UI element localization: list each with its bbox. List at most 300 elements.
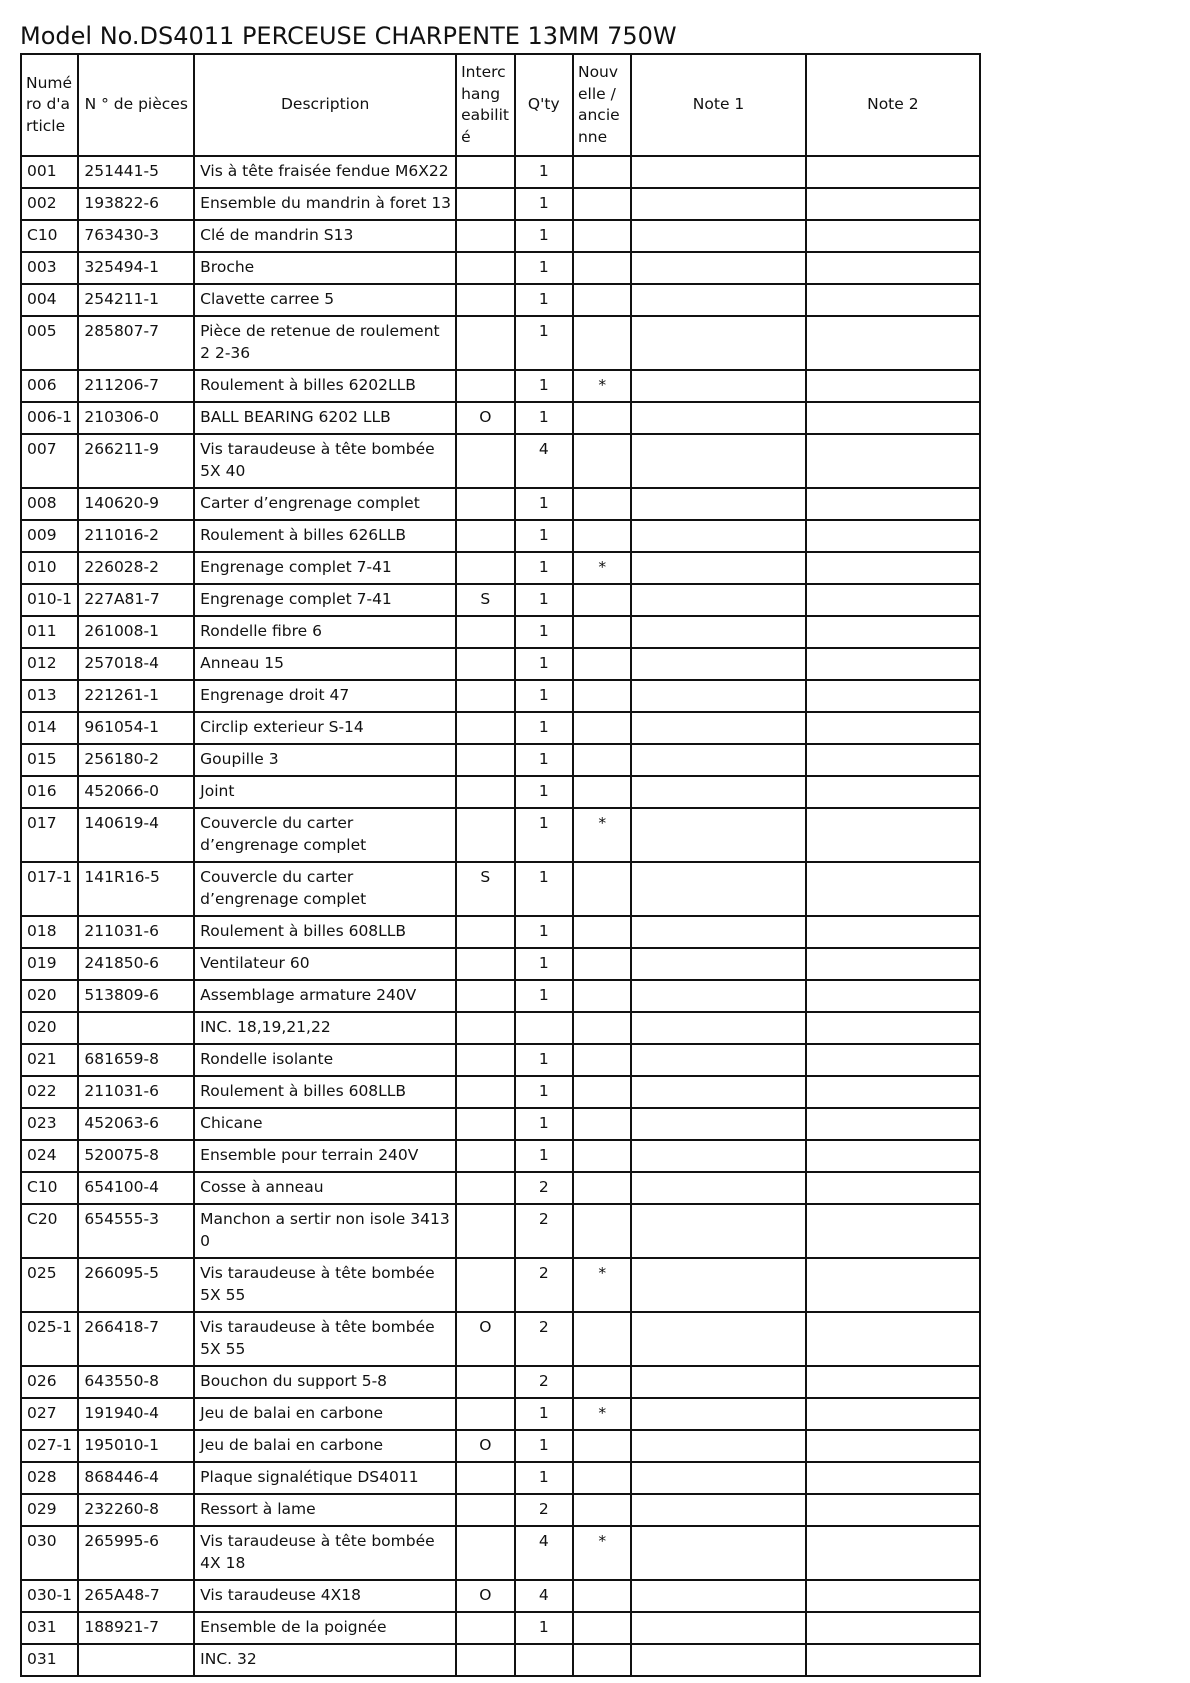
cell-item-number: C10 bbox=[21, 220, 78, 252]
cell-quantity: 1 bbox=[515, 316, 573, 370]
cell-interchangeability bbox=[456, 1366, 514, 1398]
cell-note-1 bbox=[631, 1462, 805, 1494]
cell-item-number: 006-1 bbox=[21, 402, 78, 434]
cell-note-2 bbox=[806, 584, 980, 616]
cell-description: Ensemble pour terrain 240V bbox=[194, 1140, 456, 1172]
cell-description: Engrenage complet 7-41 bbox=[194, 584, 456, 616]
cell-note-1 bbox=[631, 188, 805, 220]
cell-note-1 bbox=[631, 648, 805, 680]
cell-note-2 bbox=[806, 980, 980, 1012]
cell-new-old bbox=[573, 188, 631, 220]
cell-item-number: 021 bbox=[21, 1044, 78, 1076]
cell-item-number: 012 bbox=[21, 648, 78, 680]
cell-item-number: 026 bbox=[21, 1366, 78, 1398]
cell-part-number: 257018-4 bbox=[78, 648, 194, 680]
table-row bbox=[21, 1398, 980, 1430]
table-row bbox=[21, 1366, 980, 1398]
table-row bbox=[21, 1526, 980, 1580]
cell-part-number: 452063-6 bbox=[78, 1108, 194, 1140]
cell-description: Ensemble du mandrin à foret 13 bbox=[194, 188, 456, 220]
table-row bbox=[21, 980, 980, 1012]
cell-note-1 bbox=[631, 916, 805, 948]
cell-interchangeability bbox=[456, 1204, 514, 1258]
table-row bbox=[21, 616, 980, 648]
table-row bbox=[21, 712, 980, 744]
table-row bbox=[21, 1258, 980, 1312]
table-row bbox=[21, 1140, 980, 1172]
cell-item-number: 017 bbox=[21, 808, 78, 862]
cell-note-1 bbox=[631, 1644, 805, 1676]
cell-note-2 bbox=[806, 1366, 980, 1398]
cell-part-number: 254211-1 bbox=[78, 284, 194, 316]
cell-part-number: 221261-1 bbox=[78, 680, 194, 712]
cell-description: Pièce de retenue de roulement 2 2-36 bbox=[194, 316, 456, 370]
cell-item-number: 008 bbox=[21, 488, 78, 520]
cell-new-old bbox=[573, 862, 631, 916]
table-row bbox=[21, 156, 980, 188]
cell-note-1 bbox=[631, 1494, 805, 1526]
cell-quantity bbox=[515, 1012, 573, 1044]
cell-description: Roulement à billes 608LLB bbox=[194, 916, 456, 948]
cell-new-old bbox=[573, 1140, 631, 1172]
table-row bbox=[21, 488, 980, 520]
cell-new-old bbox=[573, 776, 631, 808]
cell-description: Ressort à lame bbox=[194, 1494, 456, 1526]
cell-interchangeability: O bbox=[456, 1580, 514, 1612]
cell-item-number: C20 bbox=[21, 1204, 78, 1258]
cell-part-number: 140620-9 bbox=[78, 488, 194, 520]
cell-note-1 bbox=[631, 1044, 805, 1076]
cell-new-old bbox=[573, 434, 631, 488]
cell-note-2 bbox=[806, 648, 980, 680]
cell-description: Circlip exterieur S-14 bbox=[194, 712, 456, 744]
table-row bbox=[21, 1312, 980, 1366]
cell-quantity: 1 bbox=[515, 648, 573, 680]
cell-interchangeability bbox=[456, 1258, 514, 1312]
cell-item-number: 029 bbox=[21, 1494, 78, 1526]
cell-note-1 bbox=[631, 1398, 805, 1430]
cell-note-1 bbox=[631, 584, 805, 616]
cell-description: Clavette carree 5 bbox=[194, 284, 456, 316]
table-row bbox=[21, 220, 980, 252]
cell-note-2 bbox=[806, 1140, 980, 1172]
table-row bbox=[21, 584, 980, 616]
header-new-old: Nouv elle / ancie nne bbox=[573, 54, 631, 156]
cell-item-number: 031 bbox=[21, 1644, 78, 1676]
cell-item-number: 010-1 bbox=[21, 584, 78, 616]
cell-note-1 bbox=[631, 156, 805, 188]
cell-part-number: 266418-7 bbox=[78, 1312, 194, 1366]
cell-interchangeability bbox=[456, 1140, 514, 1172]
table-row bbox=[21, 1012, 980, 1044]
cell-new-old: * bbox=[573, 552, 631, 584]
cell-interchangeability bbox=[456, 1044, 514, 1076]
cell-note-1 bbox=[631, 1526, 805, 1580]
cell-note-1 bbox=[631, 284, 805, 316]
cell-quantity: 2 bbox=[515, 1258, 573, 1312]
cell-note-2 bbox=[806, 680, 980, 712]
cell-part-number: 266211-9 bbox=[78, 434, 194, 488]
cell-quantity: 1 bbox=[515, 776, 573, 808]
table-row bbox=[21, 1644, 980, 1676]
cell-new-old bbox=[573, 744, 631, 776]
cell-description: INC. 32 bbox=[194, 1644, 456, 1676]
cell-note-2 bbox=[806, 616, 980, 648]
cell-part-number: 961054-1 bbox=[78, 712, 194, 744]
cell-quantity: 1 bbox=[515, 980, 573, 1012]
header-note-2: Note 2 bbox=[806, 54, 980, 156]
cell-note-1 bbox=[631, 1204, 805, 1258]
cell-item-number: 001 bbox=[21, 156, 78, 188]
cell-note-1 bbox=[631, 1366, 805, 1398]
cell-quantity: 1 bbox=[515, 402, 573, 434]
cell-note-2 bbox=[806, 1494, 980, 1526]
cell-description: Anneau 15 bbox=[194, 648, 456, 680]
cell-part-number: 285807-7 bbox=[78, 316, 194, 370]
cell-interchangeability bbox=[456, 1172, 514, 1204]
table-row bbox=[21, 1076, 980, 1108]
cell-part-number: 325494-1 bbox=[78, 252, 194, 284]
cell-quantity: 1 bbox=[515, 1462, 573, 1494]
table-row bbox=[21, 744, 980, 776]
table-row bbox=[21, 188, 980, 220]
cell-note-2 bbox=[806, 284, 980, 316]
cell-new-old bbox=[573, 1044, 631, 1076]
cell-description: Roulement à billes 6202LLB bbox=[194, 370, 456, 402]
cell-part-number: 140619-4 bbox=[78, 808, 194, 862]
cell-part-number: 513809-6 bbox=[78, 980, 194, 1012]
cell-new-old bbox=[573, 980, 631, 1012]
cell-note-1 bbox=[631, 862, 805, 916]
cell-item-number: 022 bbox=[21, 1076, 78, 1108]
cell-item-number: 025 bbox=[21, 1258, 78, 1312]
cell-note-2 bbox=[806, 1644, 980, 1676]
cell-note-1 bbox=[631, 402, 805, 434]
cell-quantity bbox=[515, 1644, 573, 1676]
cell-interchangeability bbox=[456, 156, 514, 188]
table-row bbox=[21, 916, 980, 948]
cell-description: Plaque signalétique DS4011 bbox=[194, 1462, 456, 1494]
cell-description: Carter d’engrenage complet bbox=[194, 488, 456, 520]
cell-new-old bbox=[573, 402, 631, 434]
cell-note-2 bbox=[806, 220, 980, 252]
cell-quantity: 4 bbox=[515, 434, 573, 488]
cell-description: Cosse à anneau bbox=[194, 1172, 456, 1204]
cell-part-number: 227A81-7 bbox=[78, 584, 194, 616]
cell-new-old bbox=[573, 948, 631, 980]
table-row bbox=[21, 862, 980, 916]
cell-new-old: * bbox=[573, 1526, 631, 1580]
cell-part-number: 643550-8 bbox=[78, 1366, 194, 1398]
cell-item-number: 028 bbox=[21, 1462, 78, 1494]
cell-part-number: 868446-4 bbox=[78, 1462, 194, 1494]
cell-quantity: 1 bbox=[515, 616, 573, 648]
cell-interchangeability: O bbox=[456, 1430, 514, 1462]
cell-description: BALL BEARING 6202 LLB bbox=[194, 402, 456, 434]
cell-quantity: 1 bbox=[515, 1612, 573, 1644]
cell-interchangeability: O bbox=[456, 402, 514, 434]
cell-part-number: 256180-2 bbox=[78, 744, 194, 776]
cell-note-1 bbox=[631, 1076, 805, 1108]
cell-description: Goupille 3 bbox=[194, 744, 456, 776]
cell-note-1 bbox=[631, 948, 805, 980]
cell-note-1 bbox=[631, 1108, 805, 1140]
cell-new-old: * bbox=[573, 370, 631, 402]
header-description: Description bbox=[194, 54, 456, 156]
cell-interchangeability bbox=[456, 488, 514, 520]
cell-quantity: 1 bbox=[515, 712, 573, 744]
cell-interchangeability bbox=[456, 616, 514, 648]
cell-item-number: 016 bbox=[21, 776, 78, 808]
cell-item-number: 018 bbox=[21, 916, 78, 948]
cell-part-number: 654100-4 bbox=[78, 1172, 194, 1204]
cell-part-number: 763430-3 bbox=[78, 220, 194, 252]
page-title: Model No.DS4011 PERCEUSE CHARPENTE 13MM 750W bbox=[20, 22, 677, 50]
cell-quantity: 1 bbox=[515, 188, 573, 220]
table-row bbox=[21, 1204, 980, 1258]
cell-description: Couvercle du carter d’engrenage complet bbox=[194, 808, 456, 862]
cell-description: Vis taraudeuse à tête bombée 5X 40 bbox=[194, 434, 456, 488]
table-row bbox=[21, 808, 980, 862]
cell-part-number: 211031-6 bbox=[78, 1076, 194, 1108]
cell-part-number: 211206-7 bbox=[78, 370, 194, 402]
cell-new-old: * bbox=[573, 808, 631, 862]
cell-part-number: 191940-4 bbox=[78, 1398, 194, 1430]
cell-description: INC. 18,19,21,22 bbox=[194, 1012, 456, 1044]
cell-description: Couvercle du carter d’engrenage complet bbox=[194, 862, 456, 916]
cell-part-number: 241850-6 bbox=[78, 948, 194, 980]
cell-item-number: 019 bbox=[21, 948, 78, 980]
cell-note-1 bbox=[631, 552, 805, 584]
cell-item-number: 027 bbox=[21, 1398, 78, 1430]
cell-item-number: 020 bbox=[21, 980, 78, 1012]
cell-note-2 bbox=[806, 916, 980, 948]
cell-note-1 bbox=[631, 370, 805, 402]
cell-interchangeability bbox=[456, 520, 514, 552]
cell-description: Vis taraudeuse à tête bombée 5X 55 bbox=[194, 1312, 456, 1366]
table-header-row bbox=[21, 54, 980, 156]
cell-item-number: 002 bbox=[21, 188, 78, 220]
table-row bbox=[21, 434, 980, 488]
cell-new-old bbox=[573, 1366, 631, 1398]
cell-interchangeability: S bbox=[456, 584, 514, 616]
cell-quantity: 1 bbox=[515, 808, 573, 862]
cell-note-2 bbox=[806, 1612, 980, 1644]
cell-new-old bbox=[573, 316, 631, 370]
cell-quantity: 1 bbox=[515, 370, 573, 402]
cell-item-number: 003 bbox=[21, 252, 78, 284]
cell-description: Roulement à billes 608LLB bbox=[194, 1076, 456, 1108]
cell-part-number: 226028-2 bbox=[78, 552, 194, 584]
table-row bbox=[21, 1044, 980, 1076]
cell-interchangeability bbox=[456, 744, 514, 776]
table-row bbox=[21, 370, 980, 402]
cell-note-1 bbox=[631, 680, 805, 712]
cell-quantity: 1 bbox=[515, 552, 573, 584]
cell-description: Jeu de balai en carbone bbox=[194, 1430, 456, 1462]
cell-item-number: C10 bbox=[21, 1172, 78, 1204]
cell-part-number: 681659-8 bbox=[78, 1044, 194, 1076]
cell-item-number: 023 bbox=[21, 1108, 78, 1140]
cell-quantity: 1 bbox=[515, 1044, 573, 1076]
cell-quantity: 1 bbox=[515, 948, 573, 980]
cell-new-old bbox=[573, 1076, 631, 1108]
cell-part-number: 188921-7 bbox=[78, 1612, 194, 1644]
cell-note-1 bbox=[631, 1012, 805, 1044]
cell-new-old bbox=[573, 156, 631, 188]
cell-item-number: 005 bbox=[21, 316, 78, 370]
cell-quantity: 1 bbox=[515, 1108, 573, 1140]
table-row bbox=[21, 1172, 980, 1204]
cell-interchangeability bbox=[456, 1644, 514, 1676]
cell-note-2 bbox=[806, 712, 980, 744]
cell-note-2 bbox=[806, 488, 980, 520]
cell-description: Jeu de balai en carbone bbox=[194, 1398, 456, 1430]
cell-item-number: 009 bbox=[21, 520, 78, 552]
cell-quantity: 1 bbox=[515, 220, 573, 252]
cell-new-old bbox=[573, 1172, 631, 1204]
cell-note-1 bbox=[631, 712, 805, 744]
cell-note-1 bbox=[631, 1612, 805, 1644]
cell-note-2 bbox=[806, 1312, 980, 1366]
cell-note-1 bbox=[631, 316, 805, 370]
cell-new-old bbox=[573, 252, 631, 284]
table-row bbox=[21, 1108, 980, 1140]
cell-quantity: 1 bbox=[515, 1076, 573, 1108]
parts-table bbox=[20, 53, 981, 1677]
cell-interchangeability bbox=[456, 316, 514, 370]
cell-quantity: 2 bbox=[515, 1366, 573, 1398]
cell-description: Bouchon du support 5-8 bbox=[194, 1366, 456, 1398]
cell-interchangeability bbox=[456, 552, 514, 584]
cell-note-1 bbox=[631, 220, 805, 252]
cell-part-number bbox=[78, 1012, 194, 1044]
cell-new-old bbox=[573, 1494, 631, 1526]
cell-item-number: 025-1 bbox=[21, 1312, 78, 1366]
cell-part-number: 211031-6 bbox=[78, 916, 194, 948]
table-row bbox=[21, 402, 980, 434]
cell-part-number bbox=[78, 1644, 194, 1676]
cell-note-1 bbox=[631, 1430, 805, 1462]
cell-note-2 bbox=[806, 520, 980, 552]
cell-quantity: 2 bbox=[515, 1494, 573, 1526]
cell-quantity: 1 bbox=[515, 156, 573, 188]
cell-new-old bbox=[573, 1204, 631, 1258]
cell-part-number: 211016-2 bbox=[78, 520, 194, 552]
cell-part-number: 266095-5 bbox=[78, 1258, 194, 1312]
cell-part-number: 210306-0 bbox=[78, 402, 194, 434]
cell-part-number: 265A48-7 bbox=[78, 1580, 194, 1612]
cell-interchangeability bbox=[456, 1012, 514, 1044]
cell-quantity: 1 bbox=[515, 862, 573, 916]
cell-new-old bbox=[573, 712, 631, 744]
cell-quantity: 2 bbox=[515, 1312, 573, 1366]
header-note-1: Note 1 bbox=[631, 54, 805, 156]
header-quantity: Q'ty bbox=[515, 54, 573, 156]
cell-note-2 bbox=[806, 862, 980, 916]
cell-item-number: 031 bbox=[21, 1612, 78, 1644]
cell-new-old bbox=[573, 220, 631, 252]
cell-note-1 bbox=[631, 488, 805, 520]
cell-note-1 bbox=[631, 1312, 805, 1366]
table-row bbox=[21, 948, 980, 980]
table-row bbox=[21, 1580, 980, 1612]
table-row bbox=[21, 284, 980, 316]
cell-description: Vis taraudeuse à tête bombée 4X 18 bbox=[194, 1526, 456, 1580]
cell-item-number: 030 bbox=[21, 1526, 78, 1580]
table-row bbox=[21, 776, 980, 808]
cell-interchangeability bbox=[456, 1076, 514, 1108]
cell-note-2 bbox=[806, 252, 980, 284]
cell-quantity: 2 bbox=[515, 1204, 573, 1258]
cell-item-number: 030-1 bbox=[21, 1580, 78, 1612]
cell-new-old: * bbox=[573, 1258, 631, 1312]
cell-note-2 bbox=[806, 1204, 980, 1258]
cell-interchangeability: S bbox=[456, 862, 514, 916]
cell-note-1 bbox=[631, 616, 805, 648]
cell-new-old bbox=[573, 680, 631, 712]
cell-interchangeability bbox=[456, 980, 514, 1012]
cell-interchangeability bbox=[456, 776, 514, 808]
cell-interchangeability bbox=[456, 188, 514, 220]
header-item-number: Numé ro d'a rticle bbox=[21, 54, 78, 156]
cell-note-2 bbox=[806, 1076, 980, 1108]
cell-note-1 bbox=[631, 1172, 805, 1204]
cell-part-number: 265995-6 bbox=[78, 1526, 194, 1580]
table-row bbox=[21, 648, 980, 680]
cell-note-2 bbox=[806, 1172, 980, 1204]
cell-note-1 bbox=[631, 808, 805, 862]
cell-quantity: 4 bbox=[515, 1526, 573, 1580]
cell-description: Clé de mandrin S13 bbox=[194, 220, 456, 252]
cell-new-old bbox=[573, 1462, 631, 1494]
table-row bbox=[21, 1494, 980, 1526]
cell-quantity: 1 bbox=[515, 252, 573, 284]
cell-description: Vis taraudeuse à tête bombée 5X 55 bbox=[194, 1258, 456, 1312]
cell-part-number: 141R16-5 bbox=[78, 862, 194, 916]
cell-interchangeability bbox=[456, 948, 514, 980]
table-row bbox=[21, 520, 980, 552]
table-row bbox=[21, 252, 980, 284]
cell-item-number: 017-1 bbox=[21, 862, 78, 916]
cell-item-number: 024 bbox=[21, 1140, 78, 1172]
cell-new-old bbox=[573, 1580, 631, 1612]
cell-interchangeability bbox=[456, 1398, 514, 1430]
cell-new-old bbox=[573, 648, 631, 680]
cell-interchangeability bbox=[456, 1612, 514, 1644]
cell-note-1 bbox=[631, 744, 805, 776]
cell-note-1 bbox=[631, 1580, 805, 1612]
cell-new-old bbox=[573, 1612, 631, 1644]
cell-interchangeability bbox=[456, 434, 514, 488]
cell-note-2 bbox=[806, 948, 980, 980]
cell-interchangeability bbox=[456, 370, 514, 402]
cell-part-number: 520075-8 bbox=[78, 1140, 194, 1172]
cell-interchangeability: O bbox=[456, 1312, 514, 1366]
cell-new-old bbox=[573, 1312, 631, 1366]
cell-note-2 bbox=[806, 1580, 980, 1612]
cell-quantity: 4 bbox=[515, 1580, 573, 1612]
cell-note-1 bbox=[631, 520, 805, 552]
table-row bbox=[21, 1430, 980, 1462]
cell-new-old bbox=[573, 1108, 631, 1140]
cell-description: Rondelle fibre 6 bbox=[194, 616, 456, 648]
cell-part-number: 261008-1 bbox=[78, 616, 194, 648]
cell-new-old bbox=[573, 1012, 631, 1044]
cell-item-number: 020 bbox=[21, 1012, 78, 1044]
cell-quantity: 1 bbox=[515, 520, 573, 552]
cell-description: Rondelle isolante bbox=[194, 1044, 456, 1076]
